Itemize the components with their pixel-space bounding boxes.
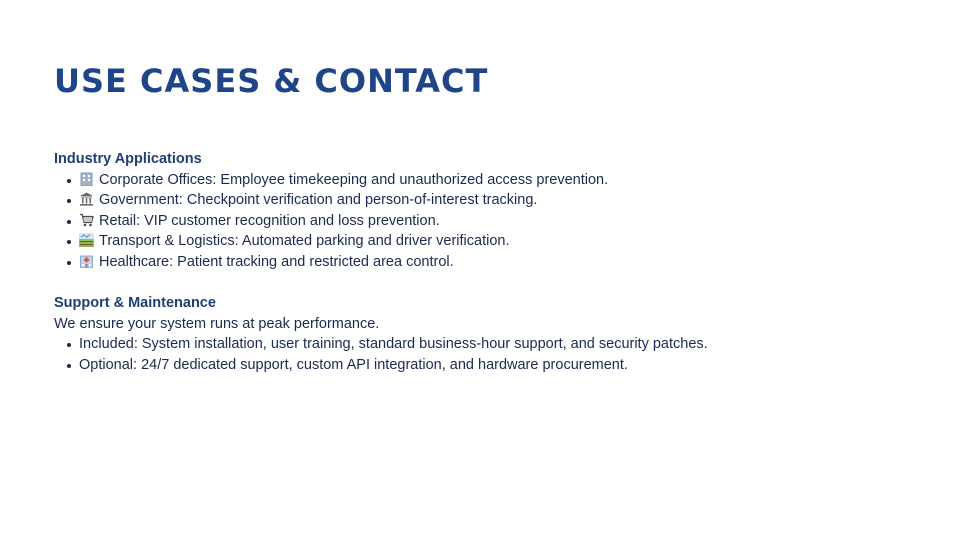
- hospital-icon: [79, 254, 94, 268]
- list-item-government: [79, 190, 934, 211]
- list-item-corporate: [79, 170, 934, 191]
- list-item-text: Corporate Offices: Employee timekeeping and unauthorized access prevention.: [99, 171, 609, 188]
- list-item-text: Optional: 24/7 dedicated support, custom API integration, and hardware procurement.: [79, 356, 628, 373]
- support-list: [54, 334, 934, 375]
- list-item-text: Government: Checkpoint verification and person-of-interest tracking.: [99, 192, 538, 209]
- list-item-text: Included: System installation, user training, standard business-hour support, and security patches.: [79, 336, 708, 353]
- list-item-text: Healthcare: Patient tracking and restricted area control.: [99, 253, 454, 270]
- slide-content: [54, 149, 934, 376]
- list-item-text: Retail: VIP customer recognition and loss prevention.: [99, 212, 440, 229]
- list-item-text: Transport & Logistics: Automated parking and driver verification.: [99, 233, 510, 250]
- support-heading: Support & Maintenance: [54, 295, 216, 312]
- list-item-retail: [79, 211, 934, 232]
- list-item-optional: [79, 355, 934, 376]
- support-section: [54, 293, 934, 375]
- shopping-cart-icon: [79, 213, 94, 227]
- industry-heading: Industry Applications: [54, 151, 202, 167]
- support-intro: We ensure your system runs at peak performance.: [54, 315, 380, 332]
- classical-building-icon: [79, 192, 94, 206]
- list-item-healthcare: [79, 252, 934, 273]
- list-item-transport: [79, 231, 934, 252]
- office-building-icon: [79, 172, 94, 186]
- slide-title: USE CASES & CONTACT: [54, 62, 489, 100]
- industry-section: [54, 149, 934, 273]
- railway-track-icon: [79, 233, 94, 247]
- list-item-included: [79, 334, 934, 355]
- industry-list: [54, 170, 934, 273]
